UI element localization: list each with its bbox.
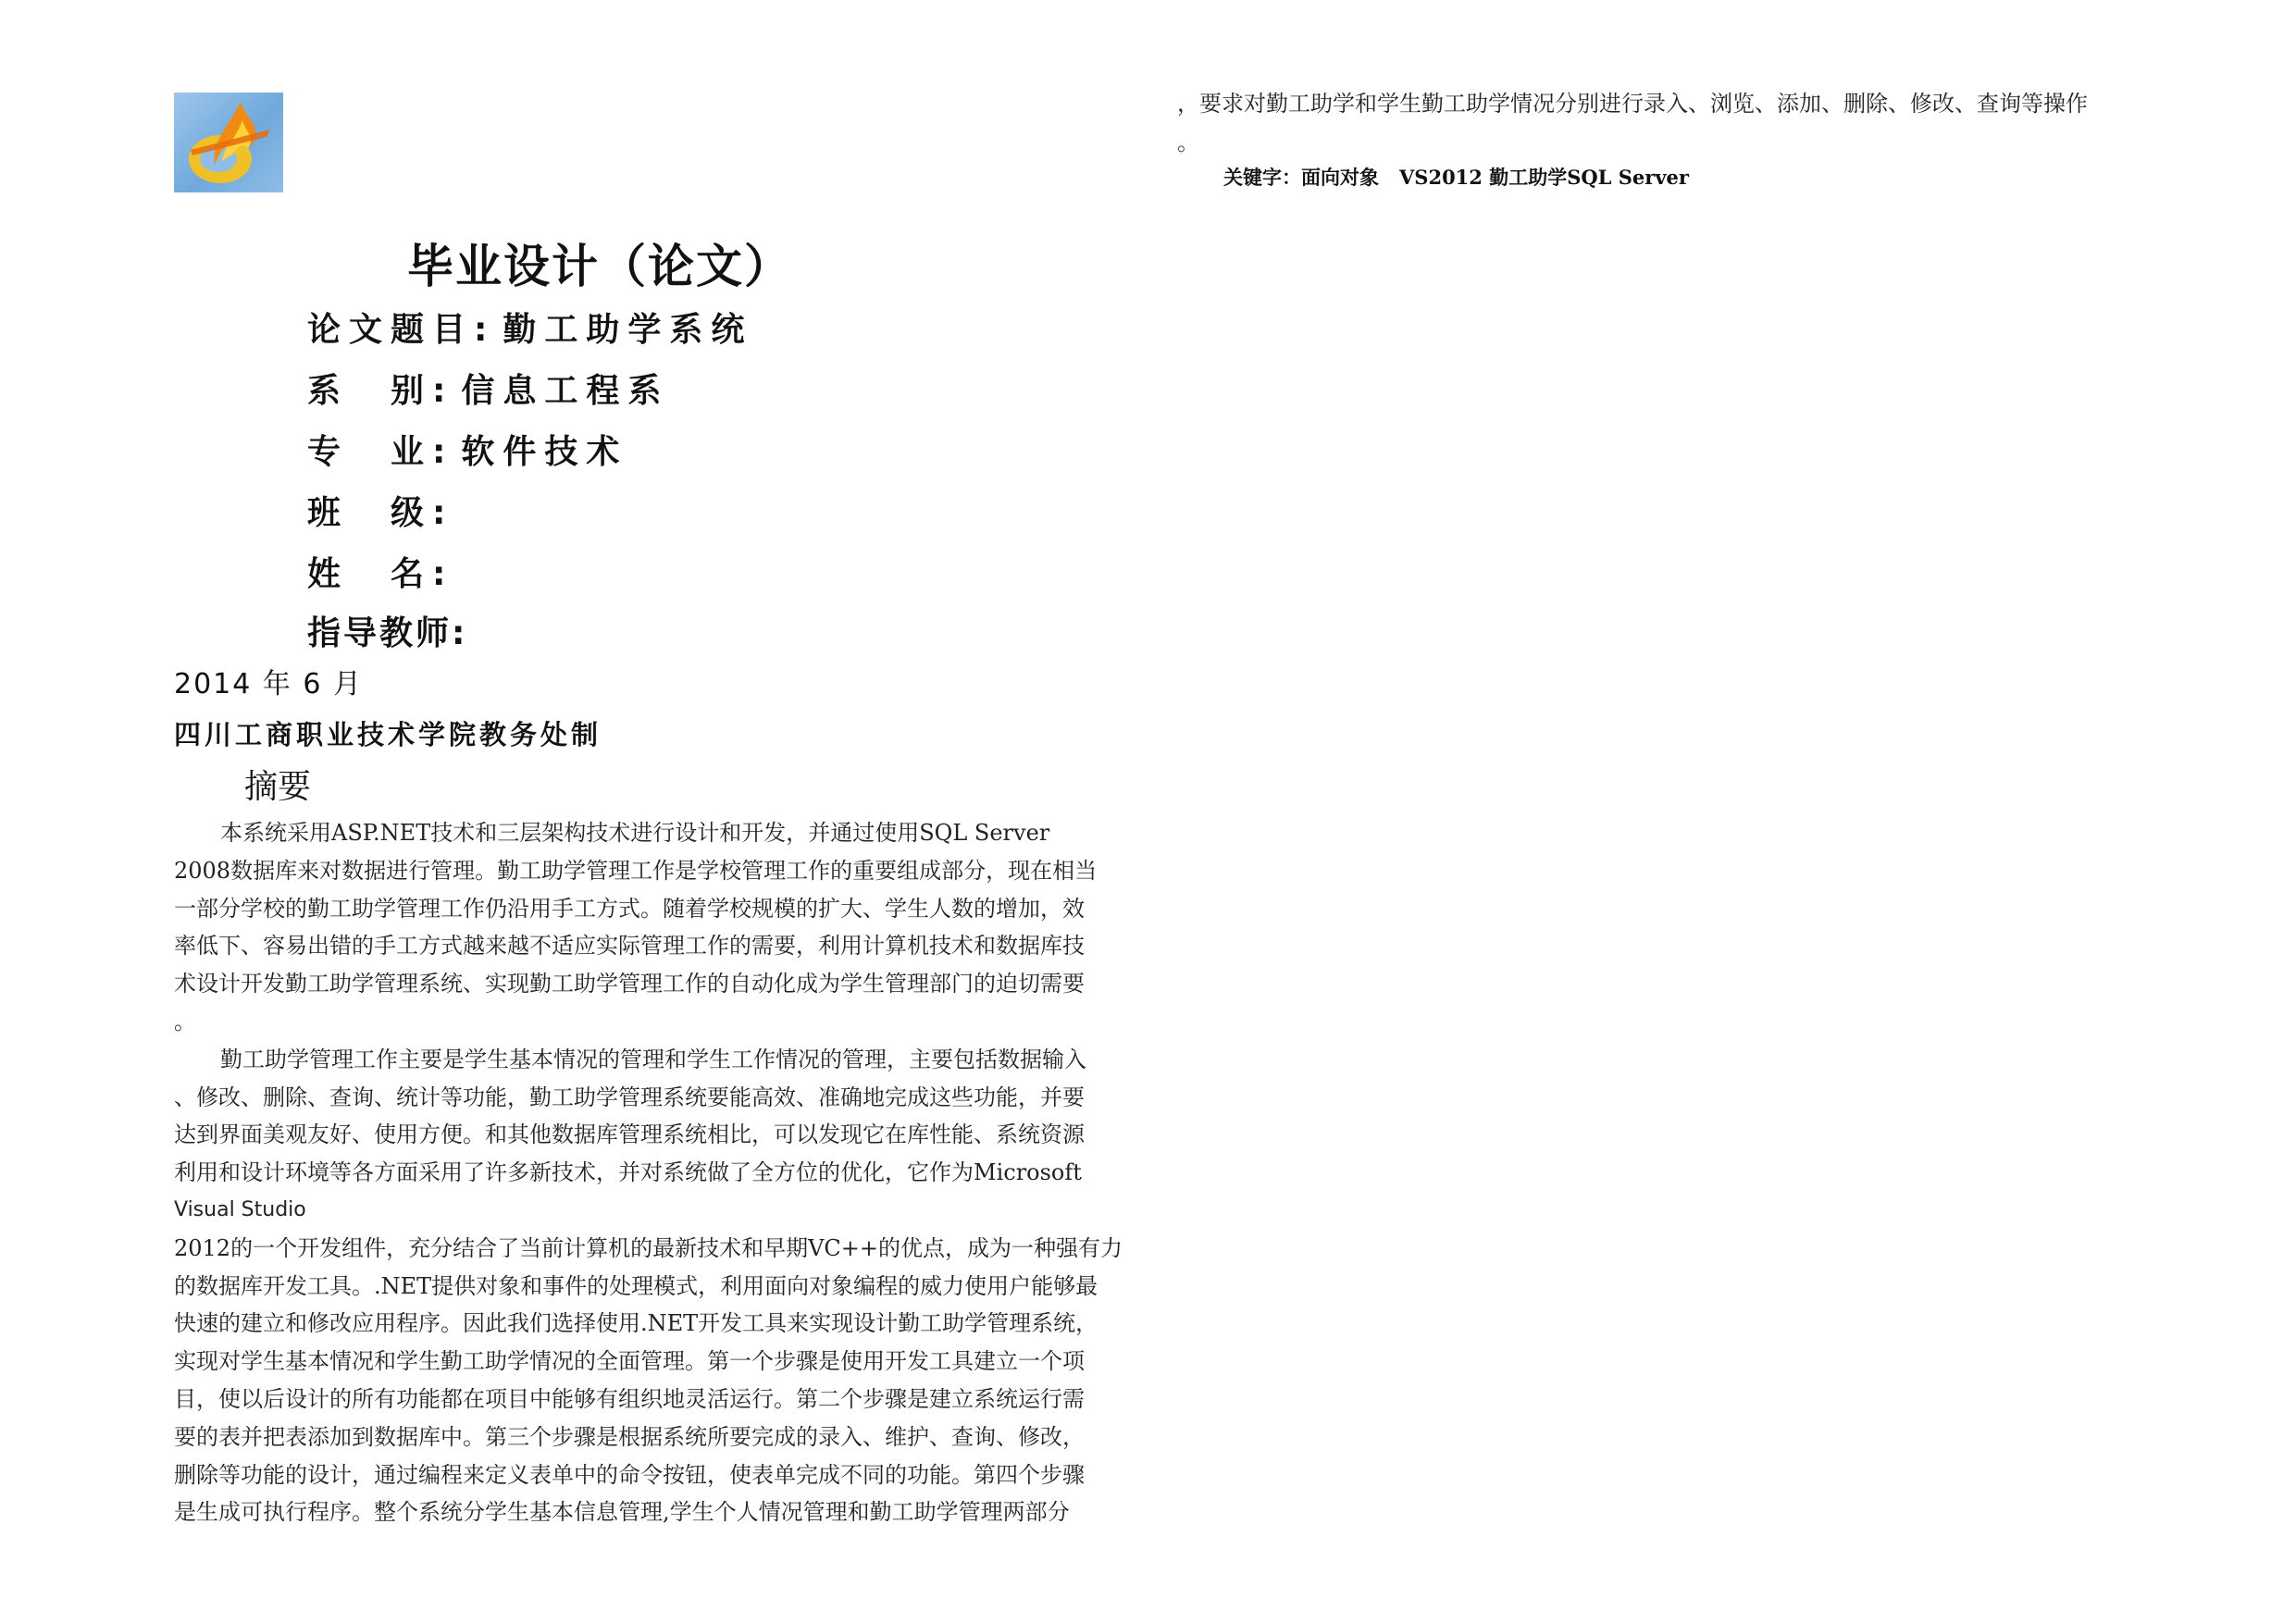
keywords-label: 关键字：: [1223, 166, 1301, 189]
keyword: 面向对象: [1301, 166, 1379, 189]
colon: :: [432, 494, 454, 532]
abstract-continuation-line: 。: [1177, 130, 1199, 155]
abstract-line: 本系统采用ASP.NET技术和三层架构技术进行设计和开发，并通过使用SQL Server: [220, 820, 1050, 846]
abstract-line: 、修改、删除、查询、统计等功能，勤工助学管理系统要能高效、准确地完成这些功能，并要: [174, 1084, 1085, 1110]
document-title: 毕业设计（论文）: [407, 240, 792, 293]
department-row: [307, 365, 669, 412]
colon: :: [432, 555, 454, 593]
abstract-line: 勤工助学管理工作主要是学生基本情况的管理和学生工作情况的管理，主要包括数据输入: [220, 1046, 1086, 1072]
abstract-line: 利用和设计环境等各方面采用了许多新技术，并对系统做了全方位的优化，它作为Microsoft: [174, 1159, 1082, 1186]
abstract-line: 目，使以后设计的所有功能都在项目中能够有组织地灵活运行。第二个步骤是建立系统运行需: [174, 1385, 1085, 1412]
major-row: [307, 426, 627, 473]
thesis-title-value: 勤工助学系统: [503, 311, 753, 349]
abstract-line: 一部分学校的勤工助学管理工作仍沿用手工方式。随着学校规模的扩大、学生人数的增加，效: [174, 895, 1085, 922]
colon: :: [474, 311, 496, 349]
abstract-body: [174, 814, 1136, 1531]
colon: :: [452, 614, 468, 652]
advisor-label: 指导教师: [307, 614, 453, 652]
abstract-line: Visual Studio: [174, 1197, 306, 1221]
name-label: 姓 名: [307, 555, 433, 593]
abstract-line: 实现对学生基本情况和学生勤工助学情况的全面管理。第一个步骤是使用开发工具建立一个项: [174, 1348, 1085, 1375]
thesis-title-row: [307, 304, 752, 351]
cover-date: 2014 年 6 月: [174, 668, 364, 700]
name-row: [307, 548, 461, 595]
abstract-line: 快速的建立和修改应用程序。因此我们选择使用.NET开发工具来实现设计勤工助学管理系统，: [174, 1310, 1098, 1337]
abstract-line: 。: [174, 1008, 196, 1035]
abstract-line: 的数据库开发工具。.NET提供对象和事件的处理模式，利用面向对象编程的威力使用户能够最: [174, 1272, 1098, 1299]
keywords-line: [1223, 163, 1689, 191]
abstract-line: 2012的一个开发组件，充分结合了当前计算机的最新技术和早期VC++的优点，成为一种强有力: [174, 1234, 1123, 1261]
major-value: 软件技术: [461, 433, 628, 471]
colon: :: [432, 433, 454, 471]
class-row: [307, 487, 461, 534]
college-logo-icon: [174, 93, 283, 192]
abstract-line: 删除等功能的设计，通过编程来定义表单中的命令按钮，使表单完成不同的功能。第四个步骤: [174, 1461, 1085, 1488]
major-label: 专 业: [307, 433, 433, 471]
abstract-line: 是生成可执行程序。整个系统分学生基本信息管理,学生个人情况管理和勤工助学管理两部分: [174, 1499, 1070, 1526]
abstract-line: 要的表并把表添加到数据库中。第三个步骤是根据系统所要完成的录入、维护、查询、修改，: [174, 1423, 1085, 1450]
department-value: 信息工程系: [461, 372, 670, 410]
keyword: 勤工助学SQL Server: [1489, 166, 1689, 189]
abstract-line: 达到界面美观友好、使用方便。和其他数据库管理系统相比，可以发现它在库性能、系统资源: [174, 1121, 1085, 1148]
department-label: 系 别: [307, 372, 433, 410]
class-label: 班 级: [307, 494, 433, 532]
abstract-continuation-line: ，要求对勤工助学和学生勤工助学情况分别进行录入、浏览、添加、删除、修改、查询等操作: [1177, 91, 2088, 117]
colon: :: [432, 372, 454, 410]
advisor-row: [307, 607, 475, 654]
keyword: VS2012: [1399, 166, 1483, 189]
abstract-line: 2008数据库来对数据进行管理。勤工助学管理工作是学校管理工作的重要组成部分，现在相当: [174, 857, 1098, 884]
abstract-line: 率低下、容易出错的手工方式越来越不适应实际管理工作的需要，利用计算机技术和数据库技: [174, 933, 1085, 960]
issuing-office: 四川工商职业技术学院教务处制: [174, 719, 602, 750]
thesis-title-label: 论文题目: [307, 311, 475, 349]
abstract-line: 术设计开发勤工助学管理系统、实现勤工助学管理工作的自动化成为学生管理部门的迫切需要: [174, 971, 1085, 997]
abstract-heading: 摘要: [244, 768, 312, 806]
